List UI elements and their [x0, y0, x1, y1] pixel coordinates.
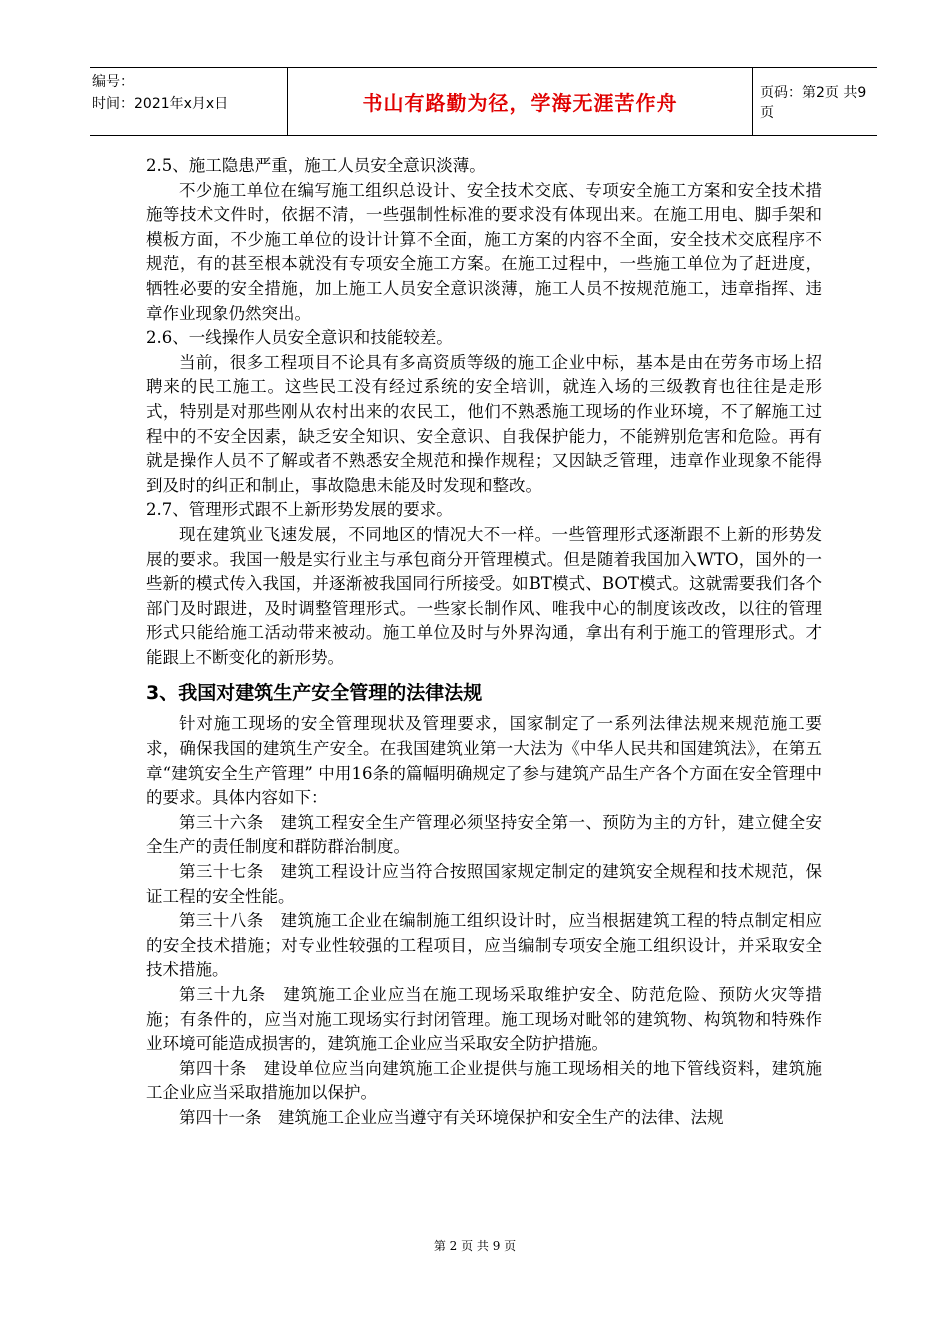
article-37: 第三十七条 建筑工程设计应当符合按照国家规定制定的建筑安全规程和技术规范，保证工程的安全性能。	[146, 862, 822, 906]
header-motto: 书山有路勤为径，学海无涯苦作舟	[287, 68, 753, 135]
header-meta	[92, 71, 282, 115]
article-36: 第三十六条 建筑工程安全生产管理必须坚持安全第一、预防为主的方针，建立健全安全生产的责任制度和群防群治制度。	[146, 812, 822, 857]
number-label: 编号：	[92, 74, 134, 90]
page-header	[90, 67, 877, 136]
header-page-info: 页码：第2页 共9页	[760, 84, 867, 121]
article-40: 第四十条 建设单位应当向建筑施工企业提供与施工现场相关的地下管线资料，建筑施工企业应当采取措施加以保护。	[146, 1058, 822, 1103]
page-footer: 第 2 页 共 9 页	[433, 1239, 517, 1253]
time-label: 时间：2021年x月x日	[92, 96, 229, 112]
document-body	[146, 154, 822, 1131]
article-38: 第三十八条 建筑施工企业在编制施工组织设计时，应当根据建筑工程的特点制定相应的安全技术措施；对专业性较强的工程项目，应当编制专项安全施工组织设计，并采取安全技术措施。	[146, 911, 822, 980]
article-39: 第三十九条 建筑施工企业应当在施工现场采取维护安全、防范危险、预防火灾等措施；有条件的，应当对施工现场实行封闭管理。施工现场对毗邻的建筑物、构筑物和特殊作业环境可能造成损害的，建筑施工企业应当采取安全防护措施。	[146, 985, 822, 1054]
section-2-6-body: 当前，很多工程项目不论具有多高资质等级的施工企业中标，基本是由在劳务市场上招聘来的民工施工。这些民工没有经过系统的安全培训，就连入场的三级教育也往往是走形式，特别是对那些刚从农村出来的农民工，他们不熟悉施工现场的作业环境，不了解施工过程中的不安全因素，缺乏安全知识、安全意识、自我保护能力，不能辨别危害和危险。再有就是操作人员不了解或者不熟悉安全规范和操作规程；又因缺乏管理，违章作业现象不能得到及时的纠正和制止，事故隐患未能及时发现和整改。	[146, 352, 822, 495]
section-2-5-body: 不少施工单位在编写施工组织总设计、安全技术交底、专项安全施工方案和安全技术措施等技术文件时，依据不清，一些强制性标准的要求没有体现出来。在施工用电、脚手架和模板方面，不少施工单位的设计计算不全面，施工方案的内容不全面，安全技术交底程序不规范，有的甚至根本就没有专项安全施工方案。在施工过程中，一些施工单位为了赶进度，牺牲必要的安全措施，加上施工人员安全意识淡薄，施工人员不按规范施工，违章指挥、违章作业现象仍然突出。	[146, 180, 822, 323]
section-2-7-body: 现在建筑业飞速发展，不同地区的情况大不一样。一些管理形式逐渐跟不上新的形势发展的要求。我国一般是实行业主与承包商分开管理模式。但是随着我国加入WTO，国外的一些新的模式传入我国，并逐渐被我国同行所接受。如BT模式、BOT模式。这就需要我们各个部门及时跟进，及时调整管理形式。一些家长制作风、唯我中心的制度该改改，以往的管理形式只能给施工活动带来被动。施工单位及时与外界沟通，拿出有利于施工的管理形式。才能跟上不断变化的新形势。	[146, 524, 822, 667]
section-3-heading: 3、我国对建筑生产安全管理的法律法规	[146, 682, 483, 705]
section-2-5-title: 2.5、施工隐患严重，施工人员安全意识淡薄。	[146, 156, 486, 175]
section-2-6-title: 2.6、一线操作人员安全意识和技能较差。	[146, 328, 453, 348]
section-2-7-title: 2.7、管理形式跟不上新形势发展的要求。	[146, 500, 453, 520]
section-3-intro: 针对施工现场的安全管理现状及管理要求，国家制定了一系列法律法规来规范施工要求，确保我国的建筑生产安全。在我国建筑业第一大法为《中华人民共和国建筑法》，在第五章“建筑安全生产管理” 中用16条的篇幅明确规定了参与建筑产品生产各个方面在安全管理中的要求。具体内容如下：	[146, 714, 822, 808]
article-41: 第四十一条 建筑施工企业应当遵守有关环境保护和安全生产的法律、法规	[179, 1107, 724, 1127]
